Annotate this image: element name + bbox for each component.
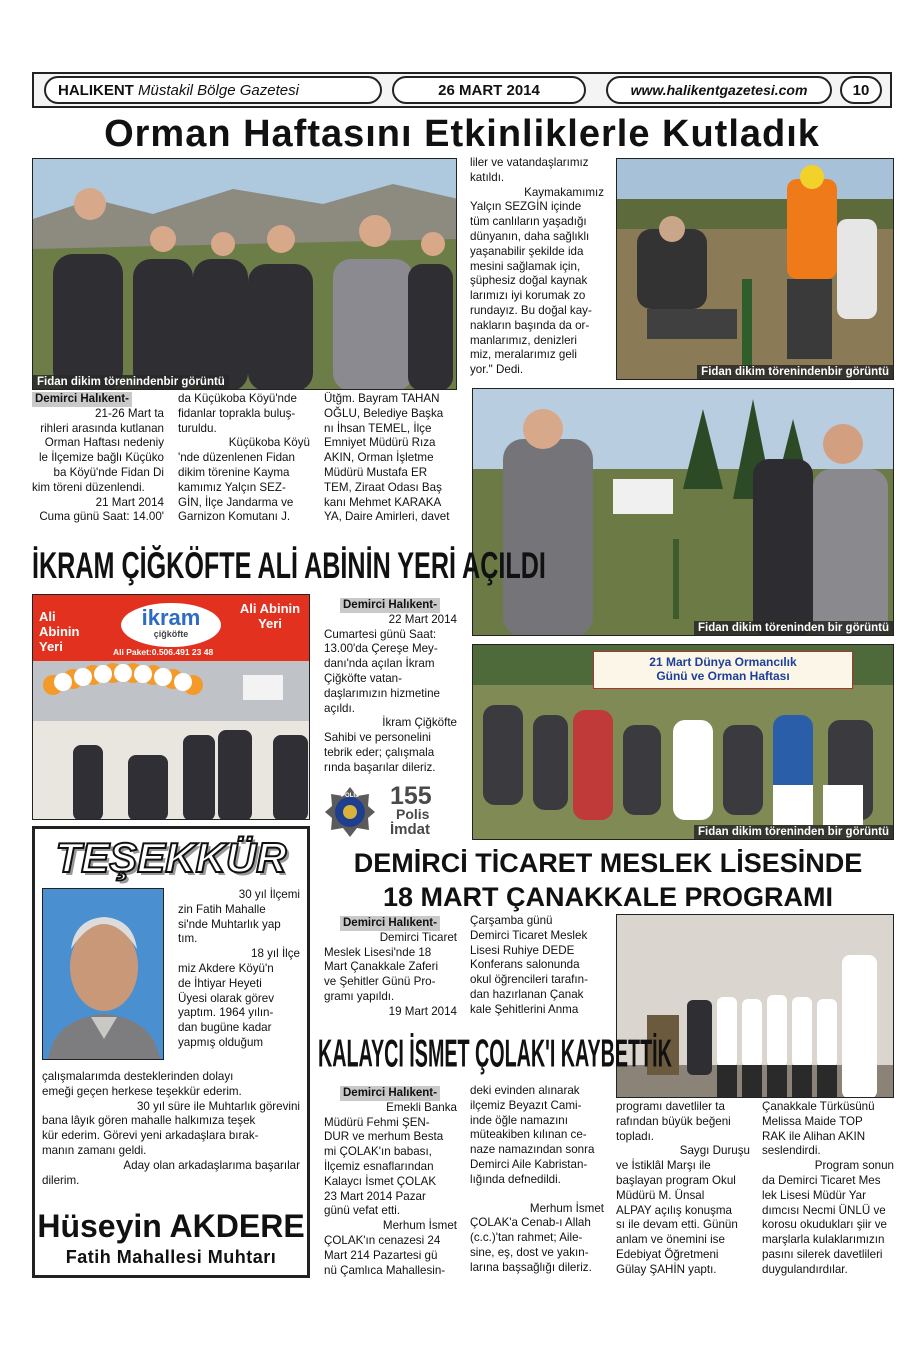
text-line: topladı. [616, 1129, 655, 1143]
text-line: duygulandırdılar. [762, 1262, 848, 1276]
text-line: da Küçükoba Köyü'nde [178, 392, 297, 405]
text-line: ve İstiklâl Marşı ile [616, 1159, 711, 1173]
canakkale-byline: Demirci Halıkent- [340, 916, 440, 931]
text-line: liler ve vatandaşlarımız [470, 156, 589, 169]
canakkale-headline-1: DEMİRCİ TİCARET MESLEK LİSESİNDE [353, 848, 863, 878]
text-line: 22 Mart 2014 [388, 612, 457, 626]
canakkale-headline-2: 18 MART ÇANAKKALE PROGRAMI [382, 882, 833, 912]
kalayci-headline: KALAYCI İSMET ÇOLAK'I KAYBETTİK [318, 1031, 672, 1076]
text-line: de İhtiyar Heyeti [178, 976, 262, 990]
text-line: marşlarla kulaklarımızın [762, 1233, 885, 1247]
issue-date: 26 MART 2014 [438, 81, 540, 99]
text-line: Saygı Duruşu [679, 1144, 750, 1158]
text-line: fidanlar toprakla buluş- [178, 406, 296, 420]
text-line: Meslek Lisesi'nde 18 [324, 945, 432, 959]
text-line: OĞLU, Belediye Başka [324, 406, 444, 420]
text-line: Müdürü Fehmi ŞEN- [324, 1115, 430, 1129]
kalayci-byline: Demirci Halıkent- [340, 1086, 440, 1101]
photo-planting [616, 158, 894, 380]
text-line: manlarımız, denizleri [470, 333, 577, 347]
text-line: YA, Daire Amirleri, davet [324, 510, 450, 524]
page-number: 10 [852, 81, 870, 99]
photo-sapling [472, 388, 894, 636]
text-line: rundayız. Bu doğal kay- [470, 303, 592, 317]
orman-col-2 [178, 392, 310, 525]
text-line: zin Fatih Mahalle [178, 902, 266, 916]
portrait-image [43, 889, 164, 1060]
text-line: yaptım. 1964 yılın- [178, 1006, 274, 1020]
text-line: seslendirdi. [762, 1144, 821, 1158]
text-line: katıldı. [470, 170, 505, 184]
text-line: RAK ile Alihan AKIN [762, 1129, 866, 1143]
text-line [470, 1188, 604, 1202]
text-line: kanı Mehmet KARAKA [324, 495, 442, 509]
text-line: Mart Çanakkale Zaferi [324, 960, 439, 974]
canakkale-col-3 [616, 1100, 750, 1278]
text-line: GİN, İlçe Jandarma ve [178, 495, 294, 509]
text-line: ALPAY açılış konuşma [616, 1203, 732, 1217]
text-line: korosu okudukları şiir ve [762, 1218, 888, 1232]
orman-col-3 [324, 392, 457, 525]
text-line: 19 Mart 2014 [388, 1004, 457, 1018]
text-line: tebrik eder; çalışmala [324, 745, 435, 759]
text-line: mi ÇOLAK'ın babası, [324, 1145, 432, 1159]
text-line: kür ederim. Görevi yeni arkadaşlara bırak- [42, 1129, 259, 1143]
text-line: Çiğköfte vatan- [324, 671, 402, 685]
banner-line-1: 21 Mart Dünya Ormancılık [649, 655, 797, 669]
orman-col-4 [470, 156, 604, 378]
text-line: Üyesi olarak görev [178, 991, 275, 1005]
text-line: rihleri arasında kutlanan [40, 421, 164, 435]
text-line: miz Akdere Köyü'n [178, 961, 274, 975]
orman-byline: Demirci Halıkent- [32, 392, 132, 407]
text-line: Küçükoba Köyü [228, 436, 310, 450]
text-line: larımızı iyi korumak zo [470, 289, 586, 303]
text-line: Demirci Ticaret Meslek [470, 928, 588, 942]
text-line: Demirci Ticaret [379, 930, 457, 944]
text-line: dan bugüne kadar [178, 1021, 272, 1035]
text-line: Gülay ŞAHİN yaptı. [616, 1262, 717, 1276]
text-line: kale Şehitlerini Anma [470, 1002, 579, 1016]
police-line2: Polis [396, 806, 430, 822]
text-line: anlam ve önemini ise [616, 1233, 725, 1247]
police-number: 155 [390, 782, 432, 810]
text-line: naze namazından sonra [470, 1143, 595, 1157]
photo-officials-image [33, 159, 457, 390]
text-line: Merhum İsmet [529, 1201, 604, 1215]
text-line: ba Köyü'nde Fidan Di [53, 465, 164, 479]
text-line: daşlarımızın hizmetine [324, 686, 440, 700]
website-pill [606, 76, 832, 104]
photo-officials-caption: Fidan dikim törenindenbir görüntü [33, 375, 229, 389]
text-line: Emniyet Müdürü Rıza [324, 436, 436, 450]
text-line: ilçemiz Beyazıt Cami- [470, 1098, 582, 1112]
text-line: Çarşamba günü [470, 914, 553, 927]
text-line: Müdürü Mustafa ER [324, 465, 428, 479]
text-line: dünyanın, daha sağlıklı [470, 229, 590, 243]
canakkale-col-1 [324, 916, 457, 1020]
orman-banner [593, 651, 853, 689]
tesekkur-title: TEŞEKKÜR [55, 834, 287, 881]
text-line: sı ile devam etti. Günün [616, 1218, 738, 1232]
photo-planting-caption: Fidan dikim törenindenbir görüntü [697, 365, 893, 379]
text-line: yapmış olduğum [178, 1035, 264, 1049]
text-line: da Demirci Ticaret Mes [762, 1173, 881, 1187]
tesekkur-text-full [42, 1070, 300, 1188]
text-line: kim töreni düzenlendi. [32, 480, 145, 494]
text-line: Melissa Maide TOP [762, 1114, 863, 1128]
text-line: 21-26 Mart ta [95, 406, 164, 420]
photo-students [472, 644, 894, 840]
ikram-logo: ikram [141, 605, 201, 630]
photo-students-caption: Fidan dikim töreninden bir görüntü [694, 825, 893, 839]
text-line: Orman Haftası nedeniy [44, 436, 164, 450]
text-line: nı İhsan TEMEL, İlçe [324, 421, 432, 435]
tesekkur-portrait [42, 888, 164, 1060]
paper-name: HALIKENT [58, 81, 134, 99]
text-line: ÇOLAK'a Cenab-ı Allah [470, 1216, 591, 1230]
photo-sapling-caption: Fidan dikim töreninden bir görüntü [694, 621, 893, 635]
text-line: Çanakkale Türküsünü [762, 1100, 875, 1113]
text-line: tüm canlıların yaşadığı [470, 215, 587, 229]
text-line: Kalaycı İsmet ÇOLAK [324, 1174, 437, 1188]
ikram-text [324, 598, 457, 776]
text-line: manın zamanı geldi. [42, 1143, 147, 1157]
text-line: TEM, Ziraat Odası Baş [324, 480, 442, 494]
text-line: müteakiben kılınan ce- [470, 1128, 587, 1142]
text-line: başlayan program Okul [616, 1173, 736, 1187]
text-line: okul öğrencileri tarafın- [470, 973, 588, 987]
text-line: Cuma günü Saat: 14.00' [39, 510, 164, 524]
text-line: 21 Mart 2014 [95, 495, 164, 509]
page-number-pill [840, 76, 882, 104]
text-line: yaşanabilir şekilde ida [470, 244, 584, 258]
banner-line-2: Günü ve Orman Haftası [656, 669, 790, 683]
text-line: (c.c.)'tan rahmet; Aile- [470, 1231, 583, 1245]
text-line: şüphesiz doğal kaynak [470, 274, 588, 288]
orman-col-1 [32, 392, 164, 525]
date-pill [392, 76, 586, 104]
text-line: ve Şehitler Günü Pro- [324, 975, 436, 989]
text-line: nakların başında da or- [470, 318, 590, 332]
text-line: miz, meralarımız geli [470, 348, 577, 362]
kalayci-col-1 [324, 1086, 457, 1278]
text-line: si'nde Muhtarlık yap [178, 917, 281, 931]
text-line: 30 yıl İlçemi [238, 888, 300, 901]
text-line: pasını silerek davetlileri [762, 1247, 883, 1261]
canakkale-col-2 [470, 914, 604, 1018]
text-line: 13.00'da Çereşe Mey- [324, 642, 438, 656]
sign-logo-text [121, 607, 221, 639]
photo-planting-image [617, 159, 894, 380]
sign-phone: Ali Paket:0.506.491 23 48 [113, 647, 214, 657]
text-line: kamımız Yalçın SEZ- [178, 480, 286, 494]
text-line: AKIN, Orman İşletme [324, 451, 434, 465]
text-line: emeği geçen herkese teşekkür ederim. [42, 1084, 242, 1098]
sign-left-text: Ali Abinin Yeri [39, 609, 80, 654]
text-line: rafından büyük beğeni [616, 1114, 731, 1128]
muhtar-name: Hüseyin AKDERE [37, 1208, 305, 1244]
photo-officials [32, 158, 457, 390]
text-line: larına başsağlığı dileriz. [470, 1260, 592, 1274]
text-line: le İlçemize bağlı Küçüko [38, 451, 164, 465]
text-line: 18 yıl İlçe [251, 947, 300, 961]
text-line: Mart 214 Pazartesi gü [324, 1248, 438, 1262]
ikram-byline: Demirci Halıkent- [340, 598, 440, 613]
text-line: dikim törenine Kayma [178, 465, 290, 479]
paper-subtitle: Müstakil Bölge Gazetesi [138, 81, 299, 99]
text-line: Program sonun [814, 1159, 894, 1173]
text-line: Merhum İsmet [382, 1219, 457, 1233]
text-line: Müdürü M. Ünsal [616, 1188, 705, 1202]
text-line: Demirci Aile Kabristan- [470, 1157, 588, 1171]
text-line: 'nde düzenlenen Fidan [178, 451, 295, 465]
text-line: turuldu. [178, 421, 217, 435]
sign-right-text: Ali Abinin Yeri [239, 601, 301, 631]
text-line: yor." Dedi. [470, 363, 524, 377]
text-line: bana lâyık gören mahalle halkımıza teşek [42, 1114, 256, 1128]
ikram-headline: İKRAM ÇİĞKÖFTE ALİ ABİNİN YERİ AÇILDI [32, 545, 546, 587]
orman-col1-lines [32, 407, 164, 525]
text-line: Yalçın SEZGİN içinde [470, 200, 582, 214]
text-line: Aday olan arkadaşlarıma başarılar [123, 1158, 300, 1172]
ikram-logo-sub: çiğköfte [153, 629, 189, 639]
text-line: lığında defnedildi. [470, 1172, 561, 1186]
text-line: İkram Çiğköfte [382, 716, 457, 730]
text-line: Cumartesi günü Saat: [324, 627, 437, 641]
text-line: ÇOLAK'ın cenazesi 24 [324, 1233, 441, 1247]
text-line: Garnizon Komutanı J. [178, 510, 291, 524]
text-line: açıldı. [324, 701, 355, 715]
text-line: mesini sağlamak için, [470, 259, 581, 273]
text-line: Konferans salonunda [470, 958, 580, 972]
text-line: İlçemiz esnaflarından [324, 1159, 434, 1173]
text-line: tım. [178, 932, 198, 946]
canakkale-col-4 [762, 1100, 894, 1278]
text-line: Kaymakamımız [524, 185, 604, 199]
text-line: nü Çamlıca Mahallesin- [324, 1263, 446, 1277]
website-link[interactable]: www.halikentgazetesi.com [630, 82, 808, 98]
text-line: dımcısı Necmi ÜNLÜ ve [762, 1203, 886, 1217]
text-line: 23 Mart 2014 Pazar [324, 1189, 426, 1203]
photo-ikram-shop [32, 594, 310, 820]
text-line: günü vefat etti. [324, 1204, 401, 1218]
police-badge-text: POLİS [340, 793, 359, 799]
text-line: DUR ve merhum Besta [324, 1130, 444, 1144]
text-line: 30 yıl süre ile Muhtarlık görevini [136, 1099, 300, 1113]
text-line: gramı yapıldı. [324, 989, 395, 1003]
tesekkur-text-right [178, 888, 300, 1051]
main-headline: Orman Haftasını Etkinliklerle Kutladık [104, 113, 820, 155]
text-line: dan hazırlanan Çanak [470, 987, 584, 1001]
text-line: Edebiyat Öğretmeni [616, 1247, 719, 1261]
paper-name-pill [44, 76, 382, 104]
text-line: Ütğm. Bayram TAHAN [324, 392, 440, 405]
text-line: Lisesi Ruhiye DEDE [470, 943, 575, 957]
text-line: lek Lisesi Müdür Yar [762, 1188, 866, 1202]
text-line: danı'nda açılan İkram [324, 657, 435, 671]
text-line: çalışmalarımda desteklerinden dolayı [42, 1070, 234, 1083]
text-line: inde öğle namazını [470, 1113, 568, 1127]
muhtar-role: Fatih Mahallesi Muhtarı [65, 1247, 277, 1267]
text-line: sine, eş, dost ve yakın- [470, 1245, 589, 1259]
police-line3: İmdat [390, 821, 431, 838]
text-line: Emekli Banka [386, 1100, 457, 1114]
text-line: dilerim. [42, 1173, 80, 1187]
text-line: Sahibi ve personelini [324, 731, 431, 745]
text-line: deki evinden alınarak [470, 1084, 580, 1097]
text-line: programı davetliler ta [616, 1100, 725, 1113]
text-line: rında başarılar dileriz. [324, 760, 436, 774]
photo-sapling-image [473, 389, 894, 636]
police-ad [324, 784, 457, 838]
kalayci-col-2 [470, 1084, 604, 1276]
